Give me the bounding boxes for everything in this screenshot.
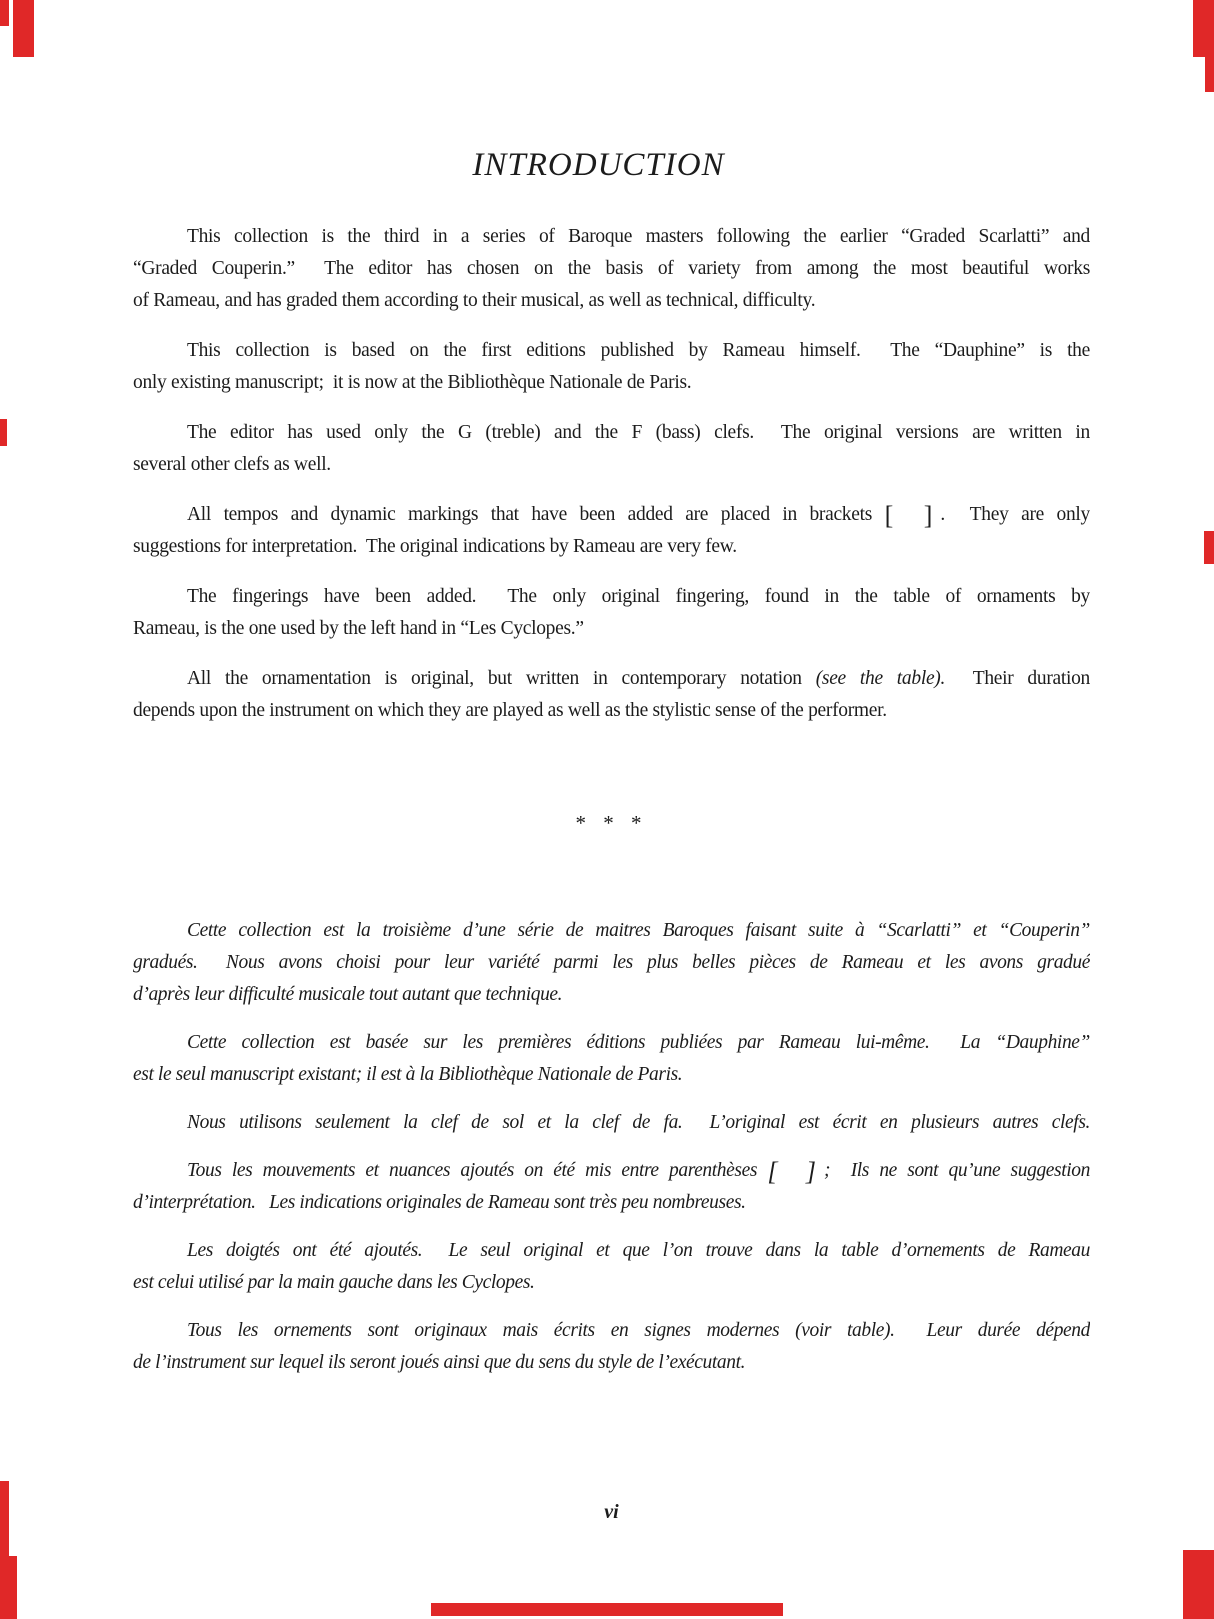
paragraph-en-3 — [133, 417, 1090, 481]
red-scan-mark-bottom-center-strip — [431, 1603, 783, 1616]
text-segment: Their duration — [945, 668, 1090, 689]
page-title: INTRODUCTION — [472, 147, 725, 183]
editorial-brackets-glyph: [ ] — [767, 1157, 824, 1186]
text-line: several other clefs as well. — [133, 454, 331, 475]
red-scan-mark-bottom-right-corner — [1183, 1550, 1214, 1619]
text-line: de l’instrument sur lequel ils seront joués ainsi que du sens du style de l’exécutant. — [133, 1352, 746, 1373]
paragraph-en-1 — [133, 221, 1090, 317]
paragraph-en-5 — [133, 581, 1090, 645]
text-line — [133, 663, 1090, 695]
text-line: Les doigtés ont été ajoutés. Le seul original et que l’on trouve dans la table d’ornements de Rameau — [187, 1240, 1090, 1261]
text-segment: All the ornamentation is original, but written in contemporary notation — [187, 668, 816, 689]
paragraph-en-6 — [133, 663, 1090, 727]
text-line: This collection is based on the first editions published by Rameau himself. The “Dauphine” is the — [187, 340, 1090, 361]
text-segment: All tempos and dynamic markings that have been added are placed in brackets — [187, 504, 885, 525]
red-scan-mark-left-middle — [0, 419, 7, 446]
text-line: The fingerings have been added. The only original fingering, found in the table of ornaments by — [187, 586, 1090, 607]
text-segment: . They are only — [940, 504, 1090, 525]
text-line: d’interprétation. Les indications originales de Rameau sont très peu nombreuses. — [133, 1192, 746, 1213]
red-scan-mark-top-left-b — [13, 0, 34, 57]
paragraph-fr-1 — [133, 915, 1090, 1011]
text-line: Tous les ornements sont originaux mais écrits en signes modernes (voir table). Leur durée dépend — [187, 1320, 1090, 1341]
paragraph-fr-4 — [133, 1155, 1090, 1219]
paragraph-fr-6 — [133, 1315, 1090, 1379]
text-line: of Rameau, and has graded them according to their musical, as well as technical, difficulty. — [133, 290, 816, 311]
text-line: This collection is the third in a series of Baroque masters following the earlier “Graded Scarlatti” and — [187, 226, 1090, 247]
section-separator: * * * — [575, 811, 648, 835]
text-line — [133, 499, 1090, 531]
text-line: suggestions for interpretation. The original indications by Rameau are very few. — [133, 536, 737, 557]
page-number: vi — [604, 1501, 619, 1523]
text-line: est le seul manuscript existant; il est à la Bibliothèque Nationale de Paris. — [133, 1064, 683, 1085]
red-scan-mark-top-right-b — [1205, 40, 1214, 92]
paragraph-en-2 — [133, 335, 1090, 399]
text-line: The editor has used only the G (treble) and the F (bass) clefs. The original versions are written in — [187, 422, 1090, 443]
paragraph-fr-5 — [133, 1235, 1090, 1299]
text-line: “Graded Couperin.” The editor has chosen on the basis of variety from among the most beautiful works — [133, 258, 1090, 279]
text-line: Cette collection est basée sur les premières éditions publiées par Rameau lui-même. La “Dauphine” — [187, 1032, 1090, 1053]
text-segment: ; Ils ne sont qu’une suggestion — [823, 1160, 1090, 1181]
text-line: est celui utilisé par la main gauche dans les Cyclopes. — [133, 1272, 535, 1293]
text-line — [133, 1155, 1090, 1187]
text-line: d’après leur difficulté musicale tout autant que technique. — [133, 984, 563, 1005]
editorial-brackets-glyph: [ ] — [884, 501, 941, 530]
paragraph-en-4 — [133, 499, 1090, 563]
paragraph-fr-2 — [133, 1027, 1090, 1091]
paragraph-fr-3 — [133, 1107, 1090, 1139]
text-line: depends upon the instrument on which they are played as well as the stylistic sense of the performer. — [133, 700, 887, 721]
text-line: Nous utilisons seulement la clef de sol et la clef de fa. L’original est écrit en plusieurs autres clefs. — [187, 1112, 1090, 1133]
see-table-note: (see the table). — [815, 668, 946, 689]
text-line: only existing manuscript; it is now at the Bibliothèque Nationale de Paris. — [133, 372, 692, 393]
text-line: Rameau, is the one used by the left hand in “Les Cyclopes.” — [133, 618, 584, 639]
red-scan-mark-bottom-left-corner — [0, 1556, 17, 1619]
text-line: Cette collection est la troisième d’une série de maitres Baroques faisant suite à “Scarlatti” et “Couperin” — [187, 920, 1090, 941]
text-segment: Tous les mouvements et nuances ajoutés on été mis entre parenthèses — [187, 1160, 768, 1181]
text-line: gradués. Nous avons choisi pour leur variété parmi les plus belles pièces de Rameau et les avons gradué — [133, 952, 1090, 973]
page-content — [133, 0, 1090, 1528]
red-scan-mark-right-middle — [1204, 531, 1214, 564]
red-scan-mark-top-left-a — [0, 0, 9, 26]
